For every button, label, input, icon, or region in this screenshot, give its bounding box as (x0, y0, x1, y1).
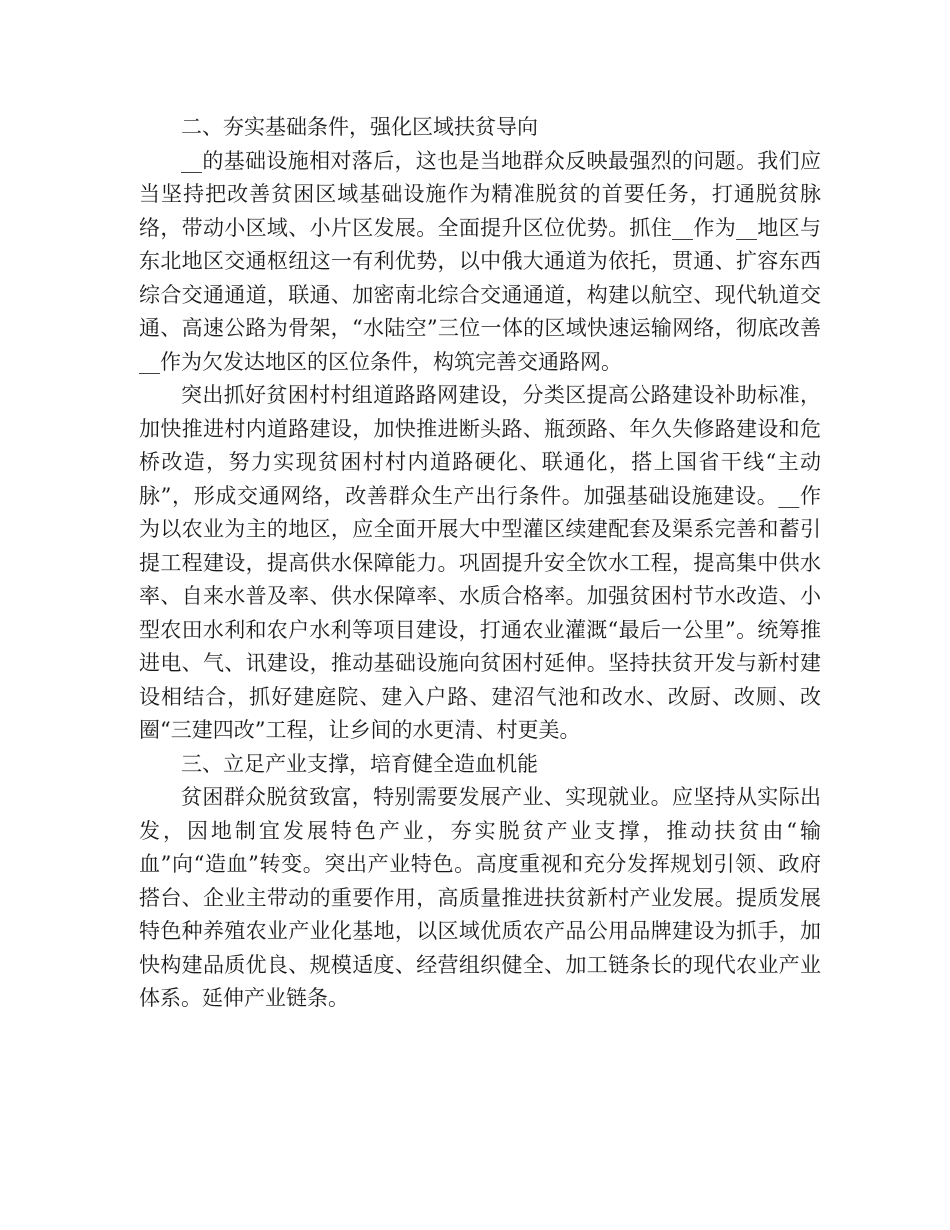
paragraph-2-1: __的基础设施相对落后，这也是当地群众反映最强烈的问题。我们应当坚持把改善贫困区域基础设施作为精准脱贫的首要任务，打通脱贫脉络，带动小区域、小片区发展。全面提升区位优势。抓住__作为__地区与东北地区交通枢纽这一有利优势，以中俄大通道为依托，贯通、扩容东西综合交通通道，联通、加密南北综合交通通道，构建以航空、现代轨道交通、高速公路为骨架，“水陆空”三位一体的区域快速运输网络，彻底改善__作为欠发达地区的区位条件，构筑完善交通路网。 (139, 148, 821, 374)
paragraph-2-2: 突出抓好贫困村村组道路路网建设，分类区提高公路建设补助标准，加快推进村内道路建设，加快推进断头路、瓶颈路、年久失修路建设和危桥改造，努力实现贫困村村内道路硬化、联通化，搭上国省干线“主动脉”，形成交通网络，改善群众生产出行条件。加强基础设施建设。__作为以农业为主的地区，应全面开展大中型灌区续建配套及渠系完善和蓄引提工程建设，提高供水保障能力。巩固提升安全饮水工程，提高集中供水率、自来水普及率、供水保障率、水质合格率。加强贫困村节水改造、小型农田水利和农户水利等项目建设，打通农业灌溉“最后一公里”。统筹推进电、气、讯建设，推动基础设施向贫困村延伸。坚持扶贫开发与新村建设相结合，抓好建庭院、建入户路、建沼气池和改水、改厨、改厕、改圈“三建四改”工程，让乡间的水更清、村更美。 (139, 383, 821, 742)
paragraph-3-1: 贫困群众脱贫致富，特别需要发展产业、实现就业。应坚持从实际出发，因地制宜发展特色产业，夯实脱贫产业支撑，推动扶贫由“输血”向“造血”转变。突出产业特色。高度重视和充分发挥规划引领、政府搭台、企业主带动的重要作用，高质量推进扶贫新村产业发展。提质发展特色种养殖农业产业化基地，以区域优质农产品公用品牌建设为抓手，加快构建品质优良、规模适度、经营组织健全、加工链条长的现代农业产业体系。延伸产业链条。 (139, 785, 821, 1010)
document-body (139, 111, 821, 1016)
section-heading-3: 三、立足产业支撑，培育健全造血机能 (181, 751, 538, 776)
section-heading-2: 二、夯实基础条件，强化区域扶贫导向 (181, 115, 538, 139)
